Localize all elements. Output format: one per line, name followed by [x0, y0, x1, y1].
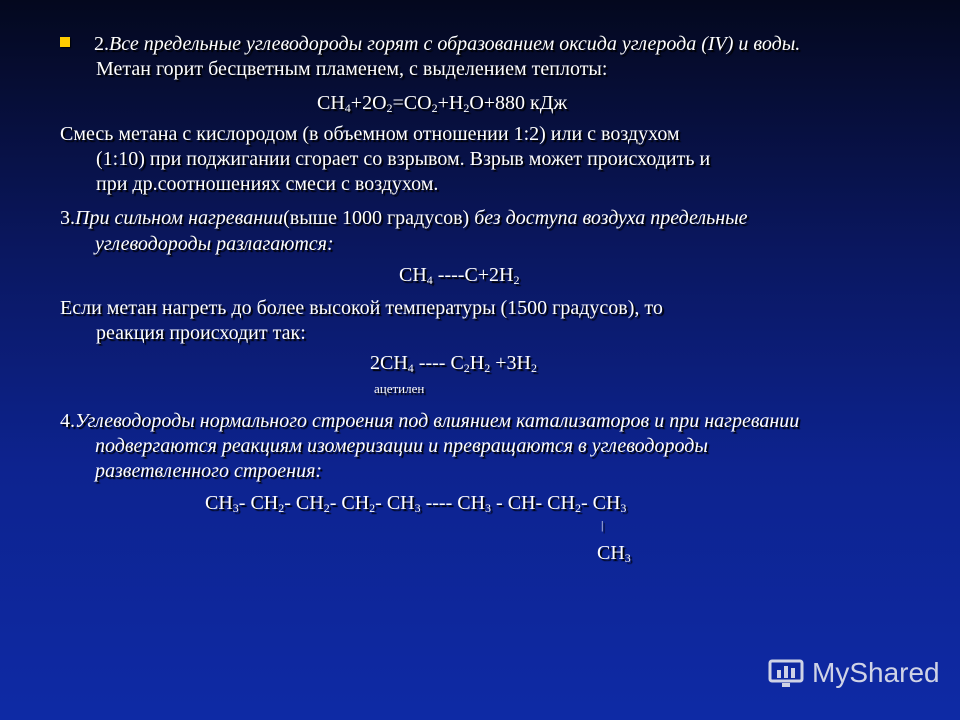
paragraph-3-line-1: 3.При сильном нагревании(выше 1000 градусов) без доступа воздуха предельные — [60, 207, 748, 229]
paragraph-2-line-1: 2.Все предельные углеводороды горят с образованием оксида углерода (IV) и воды. — [94, 33, 801, 55]
equation-isomerization: $CH_3-$ $CH_2-$ $CH_2-$ $CH_2-$ $CH_3$ ---- $CH_3 - CH-$ $CH_2-$ $CH_3$ — [205, 492, 627, 515]
heating-line-2: реакция происходит так: — [96, 322, 306, 344]
equation-combustion: $CH_4+2O_2=CO_2+H_2O+880$ кДж — [317, 92, 568, 115]
mixture-line-2: (1:10) при поджигании сгорает со взрывом. Взрыв может происходить и — [96, 148, 711, 170]
bullet-marker — [60, 37, 70, 47]
mixture-line-3: при др.соотношениях смеси с воздухом. — [96, 173, 439, 195]
acetylene-label: ацетилен — [374, 381, 425, 396]
paragraph-4-line-1: 4.Углеводороды нормального строения под влиянием катализаторов и при нагревании — [60, 410, 800, 432]
paragraph-4-line-3: разветвленного строения: — [95, 460, 323, 482]
branch-bond: | — [601, 518, 604, 532]
mixture-line-1: Смесь метана с кислородом (в объемном отношении 1:2) или с воздухом — [60, 123, 680, 145]
paragraph-3-line-2: углеводороды разлагаются: — [95, 233, 334, 255]
branch-methyl: $CH_3$ — [597, 542, 631, 565]
heating-line-1: Если метан нагреть до более высокой температуры (1500 градусов), то — [60, 297, 663, 319]
paragraph-2-line-2: Метан горит бесцветным пламенем, с выделением теплоты: — [96, 58, 608, 80]
myshared-watermark — [768, 655, 940, 691]
paragraph-4-line-2: подвергаются реакциям изомеризации и превращаются в углеводороды — [95, 435, 708, 457]
watermark-text: MyShared — [812, 657, 940, 688]
watermark-logo-icon — [768, 657, 806, 689]
equation-decomposition: $CH_4$ $----C+2H_2$ — [399, 264, 520, 287]
equation-acetylene: $2CH_4$ ---- $C_2H_2 +3H_2$ — [370, 352, 537, 375]
